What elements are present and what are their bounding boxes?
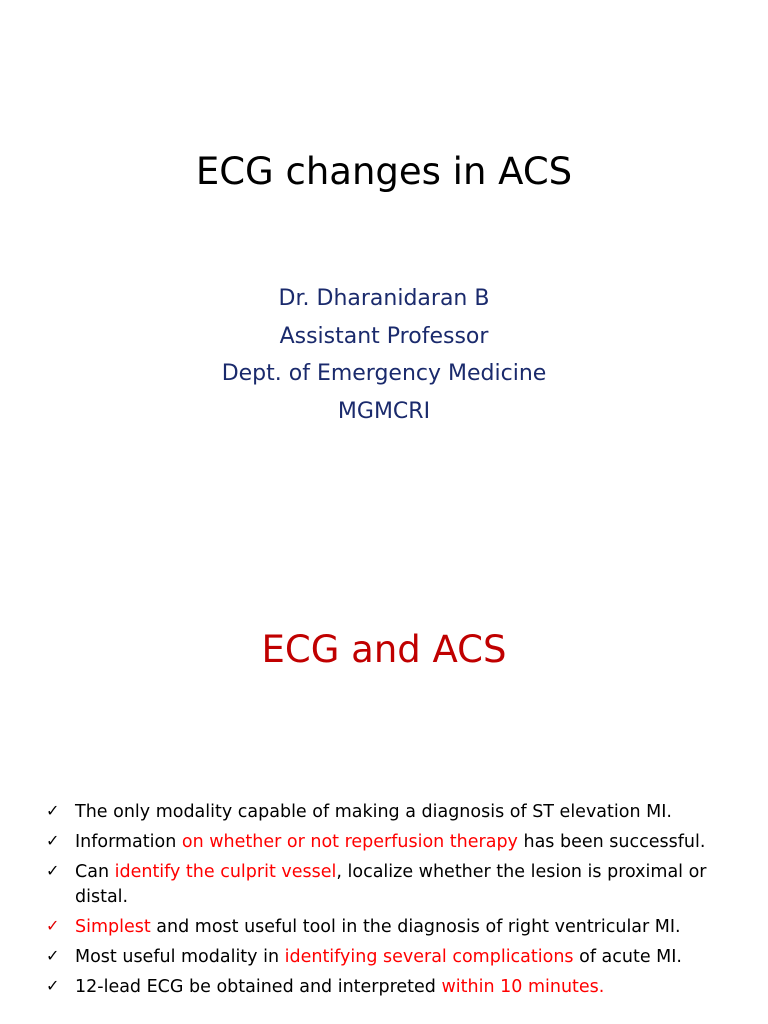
content-slide <box>0 576 768 1024</box>
bullet-text: 12-lead ECG be obtained and interpreted <box>75 977 442 997</box>
bullet-text: Most useful modality in <box>75 947 285 967</box>
bullet-text: Can <box>75 862 115 882</box>
highlighted-text: within 10 minutes. <box>441 977 605 997</box>
check-icon: ✓ <box>46 801 60 820</box>
author-institution: MGMCRI <box>337 398 431 424</box>
bullet-item <box>46 945 726 970</box>
check-icon: ✓ <box>46 916 60 935</box>
bullet-text: Information <box>75 832 182 852</box>
bullet-text: The only modality capable of making a diagnosis of ST elevation MI. <box>75 802 672 822</box>
highlighted-text: Simplest <box>75 917 151 937</box>
author-department: Dept. of Emergency Medicine <box>221 361 547 386</box>
slide-title: ECG and ACS <box>261 628 507 671</box>
bullet-item <box>46 915 726 940</box>
bullet-text: of acute MI. <box>573 947 682 967</box>
bullet-list <box>46 800 726 1005</box>
highlighted-text: identify the culprit vessel <box>114 862 337 882</box>
check-icon: ✓ <box>46 861 60 880</box>
bullet-item <box>46 830 726 855</box>
check-icon: ✓ <box>46 976 60 995</box>
check-icon: ✓ <box>46 946 60 965</box>
author-position: Assistant Professor <box>279 323 489 349</box>
bullet-text: , localize whether the lesion is proximal or distal. <box>75 862 707 907</box>
highlighted-text: on whether or not reperfusion therapy <box>181 832 518 852</box>
slide-title: ECG changes in ACS <box>195 150 573 193</box>
author-block <box>0 280 768 430</box>
highlighted-text: identifying several complications <box>284 947 574 967</box>
bullet-text: and most useful tool in the diagnosis of right ventricular MI. <box>150 917 681 937</box>
bullet-item <box>46 860 726 910</box>
check-icon: ✓ <box>46 831 60 850</box>
author-name: Dr. Dharanidaran B <box>278 286 490 311</box>
bullet-text: has been successful. <box>517 832 706 852</box>
bullet-item <box>46 800 726 825</box>
bullet-item <box>46 975 726 1000</box>
